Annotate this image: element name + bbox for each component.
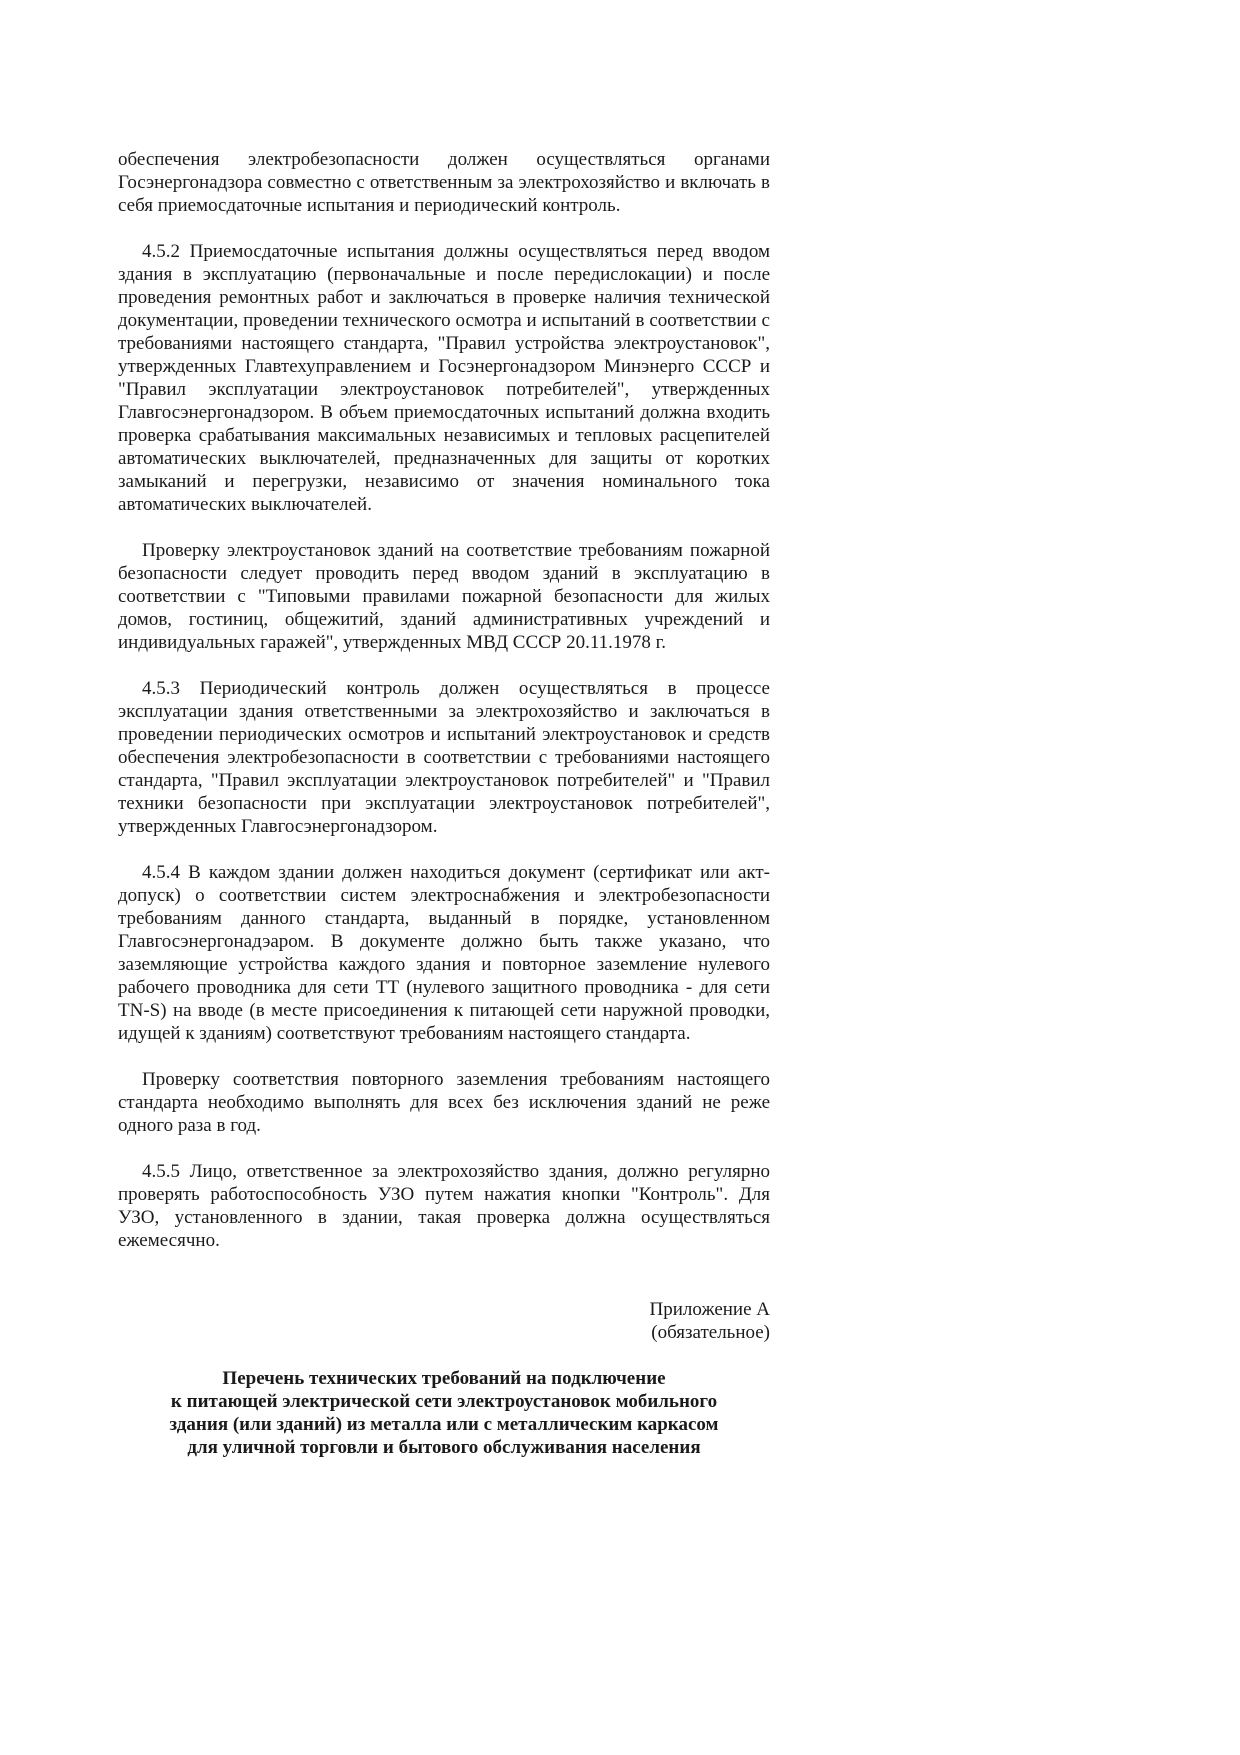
appendix-status: (обязательное) <box>651 1322 770 1343</box>
appendix-title-line: для уличной торговли и бытового обслуживания населения <box>187 1437 701 1458</box>
paragraph-4-5-5: 4.5.5 Лицо, ответственное за электрохозяйство здания, должно регулярно проверять работоспособность УЗО путем нажатия кнопки "Контроль". Для УЗО, установленного в здании, такая проверка должна осуществляться ежемесячно. <box>118 1161 770 1251</box>
paragraph-grounding-check: Проверку соответствия повторного заземления требованиям настоящего стандарта необходимо выполнять для всех без исключения зданий не реже одного раза в год. <box>118 1069 770 1136</box>
page-body <box>118 148 770 1459</box>
appendix-heading <box>118 1298 770 1344</box>
paragraph-continuation: обеспечения электробезопасности должен осуществляться органами Госэнергонадзора совместно с ответственным за электрохозяйство и включать в себя приемосдаточные испытания и периодический контроль. <box>118 149 770 216</box>
appendix-title <box>118 1367 770 1459</box>
appendix-title-line: здания (или зданий) из металла или с металлическим каркасом <box>169 1414 719 1435</box>
appendix-title-line: Перечень технических требований на подключение <box>222 1368 666 1389</box>
appendix-title-line: к питающей электрической сети электроустановок мобильного <box>170 1391 718 1412</box>
paragraph-4-5-4: 4.5.4 В каждом здании должен находиться документ (сертификат или акт-допуск) о соответствии систем электроснабжения и электробезопасности требованиям данного стандарта, выданный в порядке, установленном Главгосэнергонадэаром. В документе должно быть также указано, что заземляющие устройства каждого здания и повторное заземление нулевого рабочего проводника для сети ТТ (нулевого защитного проводника - для сети TN-S) на вводе (в месте присоединения к питающей сети наружной проводки, идущей к зданиям) соответствуют требованиям настоящего стандарта. <box>118 862 770 1044</box>
appendix-label: Приложение А <box>649 1299 770 1320</box>
paragraph-4-5-2: 4.5.2 Приемосдаточные испытания должны осуществляться перед вводом здания в эксплуатацию (первоначальные и после передислокации) и после проведения ремонтных работ и заключаться в проверке наличия технической документации, проведении технического осмотра и испытаний в соответствии с требованиями настоящего стандарта, "Правил устройства электроустановок", утвержденных Главтехуправлением и Госэнергонадзором Минэнерго СССР и "Правил эксплуатации электроустановок потребителей", утвержденных Главгосэнергонадзором. В объем приемосдаточных испытаний должна входить проверка срабатывания максимальных независимых и тепловых расцепителей автоматических выключателей, предназначенных для защиты от коротких замыканий и перегрузки, независимо от значения номинального тока автоматических выключателей. <box>118 241 770 515</box>
paragraph-4-5-3: 4.5.3 Периодический контроль должен осуществляться в процессе эксплуатации здания ответственными за электрохозяйство и заключаться в проведении периодических осмотров и испытаний электроустановок и средств обеспечения электробезопасности в соответствии с требованиями настоящего стандарта, "Правил эксплуатации электроустановок потребителей" и "Правил техники безопасности при эксплуатации электроустановок потребителей", утвержденных Главгосэнергонадзором. <box>118 678 770 837</box>
paragraph-fire-safety-check: Проверку электроустановок зданий на соответствие требованиям пожарной безопасности следует проводить перед вводом зданий в эксплуатацию в соответствии с "Типовыми правилами пожарной безопасности для жилых домов, гостиниц, общежитий, зданий административных учреждений и индивидуальных гаражей", утвержденных МВД СССР 20.11.1978 г. <box>118 540 770 653</box>
